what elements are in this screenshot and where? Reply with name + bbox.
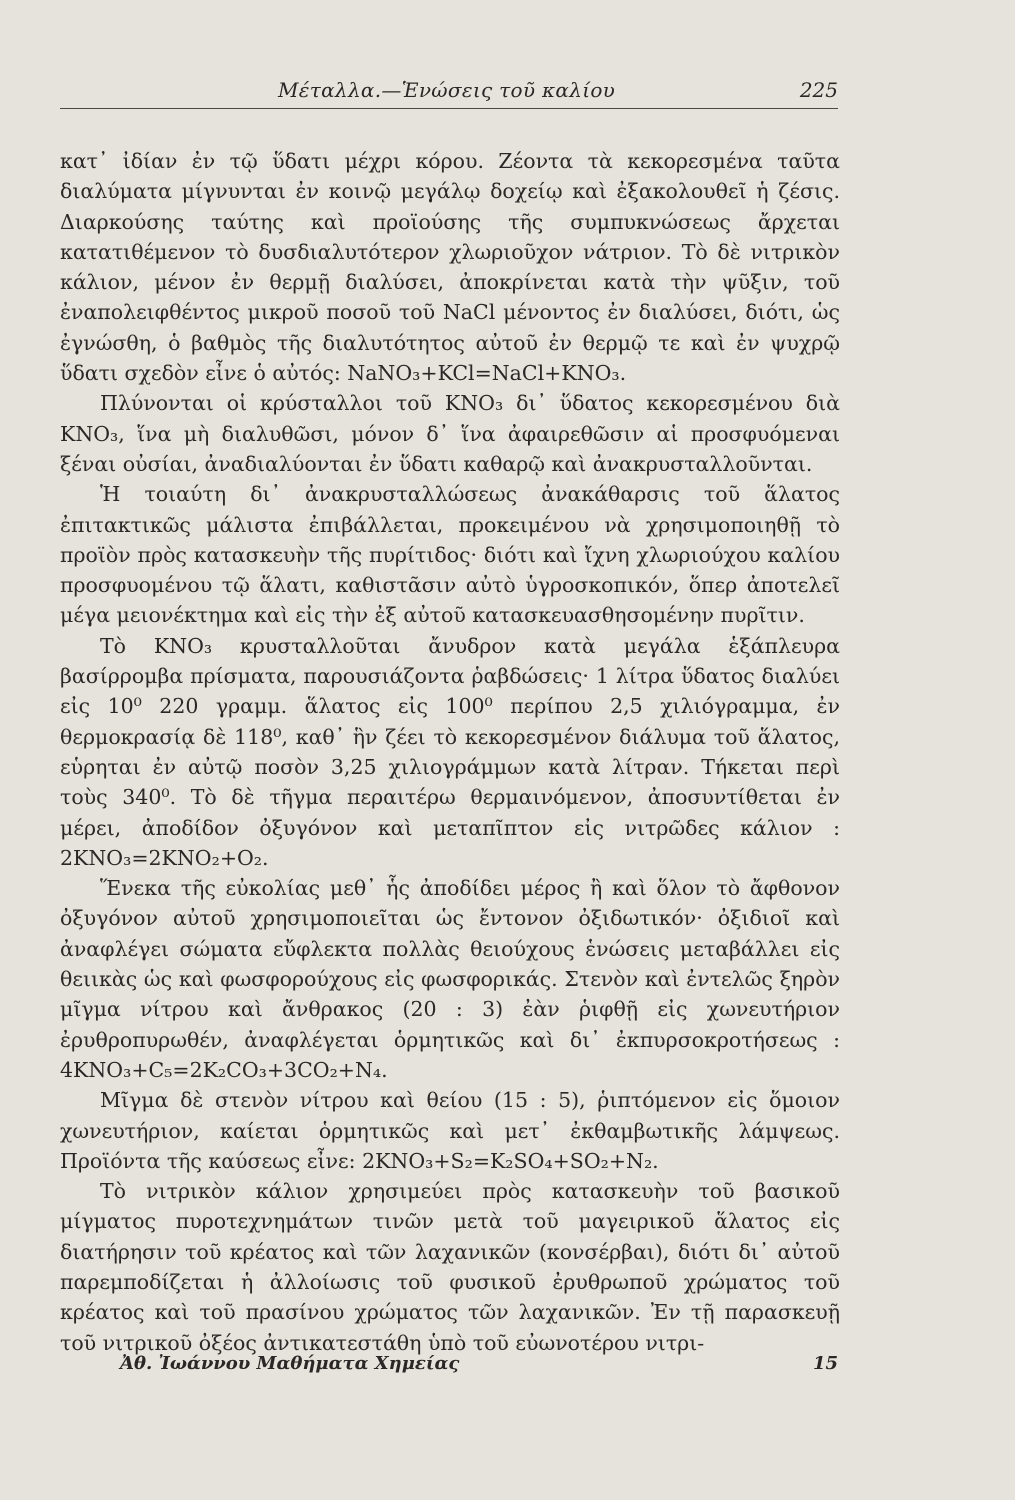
footer-title: Ἀθ. Ἰωάννου Μαθήματα Χημείας [120,1353,460,1374]
paragraph [60,873,840,1085]
paragraph [60,388,840,479]
chemical-formula: NaNO₃+KCl=NaCl+KNO₃. [347,361,627,386]
paragraph-text: κατ᾽ ἰδίαν ἐν τῷ ὕδατι μέχρι κόρου. Ζέοντα τὰ κεκορεσμένα ταῦτα διαλύματα μίγνυνται ἐν κοινῷ μεγάλῳ δοχείῳ καὶ ἐξακολουθεῖ ἡ ζέσις. Διαρκούσης ταύτης καὶ προϊούσης τῆς συμπυκνώσεως ἄρχεται κατατιθέμενον τὸ δυσδιαλυτότερον χλωριοῦχον νάτριον. Τὸ δὲ νιτρικὸν κάλιον, μένον ἐν θερμῇ διαλύσει, ἀποκρίνεται κατὰ τὴν ψῦξιν, τοῦ ἐναπολειφθέντος μικροῦ ποσοῦ τοῦ NaCl μένοντος ἐν διαλύσει, διότι, ὡς ἐγνώσθη, ὁ βαθμὸς τῆς διαλυτότητος αὐτοῦ ἐν θερμῷ τε καὶ ἐν ψυχρῷ ὕδατι σχεδὸν εἶνε ὁ αὐτός: [60,149,840,386]
paragraph-text: Ἡ τοιαύτη δι᾽ ἀνακρυσταλλώσεως ἀνακάθαρσις τοῦ ἅλατος ἐπιτακτικῶς μάλιστα ἐπιβάλλεται, προκειμένου νὰ χρησιμοποιηθῇ τὸ προϊὸν πρὸς κατασκευὴν τῆς πυρίτιδος· διότι καὶ ἴχνη χλωριούχου καλίου προσφυομένου τῷ ἅλατι, καθιστᾶσιν αὐτὸ ὑγροσκοπικόν, ὅπερ ἀποτελεῖ μέγα μειονέκτημα καὶ εἰς τὴν ἐξ αὐτοῦ κατασκευασθησομένην πυρῖτιν. [60,482,840,628]
paragraph [60,479,840,630]
paragraph [60,1085,840,1176]
page-number: 225 [799,78,838,102]
printer-signature: 15 [812,1353,838,1374]
chemical-formula: 2KNO₃=2KNO₂+O₂. [60,845,269,870]
paragraph-text: Μῖγμα δὲ στενὸν νίτρου καὶ θείου (15 : 5), ῥιπτόμενον εἰς ὅμοιον χωνευτήριον, καίεται ὁρμητικῶς καὶ μετ᾽ ἐκθαμβωτικῆς λάμψεως. Προϊόντα τῆς καύσεως εἶνε: [60,1088,840,1173]
running-title: Μέταλλα.—Ἑνώσεις τοῦ καλίου [278,78,616,102]
paragraph-text: Τὸ KNO₃ κρυσταλλοῦται ἄνυδρον κατὰ μεγάλα ἑξάπλευρα βασίρρομβα πρίσματα, παρουσιάζοντα ῥαβδώσεις· 1 λίτρα ὕδατος διαλύει εἰς 10⁰ 220 γραμμ. ἅλατος εἰς 100⁰ περίπου 2,5 χιλιόγραμμα, ἐν θερμοκρασίᾳ δὲ 118⁰, καθ᾽ ἣν ζέει τὸ κεκορεσμένον διάλυμα τοῦ ἅλατος, εὑρηται ἐν αὐτῷ ποσὸν 3,25 χιλιογράμμων κατὰ λίτραν. Τήκεται περὶ τοὺς 340⁰. Τὸ δὲ τῆγμα περαιτέρω θερμαινόμενον, ἀποσυντίθεται ἐν μέρει, ἀποδίδον ὀξυγόνον καὶ μεταπῖπτον εἰς νιτρῶδες κάλιον : [60,633,840,840]
chemical-formula: 2KNO₃+S₂=K₂SO₄+SO₂+N₂. [362,1148,659,1173]
chemical-formula: 4KNO₃+C₅=2K₂CO₃+3CO₂+N₄. [60,1057,388,1082]
paragraph [60,146,840,388]
body-text [60,146,840,1358]
paragraph-text: Πλύνονται οἱ κρύσταλλοι τοῦ KNO₃ δι᾽ ὕδατος κεκορεσμένου διὰ KNO₃, ἵνα μὴ διαλυθῶσι, μόνον δ᾽ ἵνα ἀφαιρεθῶσιν αἱ προσφυόμεναι ξέναι οὐσίαι, ἀναδιαλύονται ἐν ὕδατι καθαρῷ καὶ ἀνακρυσταλλοῦνται. [60,391,840,476]
page-header [60,74,838,109]
paragraph-text: Τὸ νιτρικὸν κάλιον χρησιμεύει πρὸς κατασκευὴν τοῦ βασικοῦ μίγματος πυροτεχνημάτων τινῶν μετὰ τοῦ μαγειρικοῦ ἅλατος εἰς διατήρησιν τοῦ κρέατος καὶ τῶν λαχανικῶν (κονσέρβαι), διότι δι᾽ αὐτοῦ παρεμποδίζεται ἡ ἀλλοίωσις τοῦ φυσικοῦ ἐρυθρωποῦ χρώματος τοῦ κρέατος καὶ τοῦ πρασίνου χρώματος τῶν λαχανικῶν. Ἐν τῇ παρασκευῇ τοῦ νιτρικοῦ ὀξέος ἀντικατεστάθη ὑπὸ τοῦ εὐωνοτέρου νιτρι- [60,1179,840,1355]
page-footer [60,1353,838,1383]
paragraph [60,631,840,873]
paragraph-text: Ἕνεκα τῆς εὐκολίας μεθ᾽ ἧς ἀποδίδει μέρος ἢ καὶ ὅλον τὸ ἄφθονον ὀξυγόνον αὐτοῦ χρησιμοποιεῖται ὡς ἔντονον ὀξιδωτικόν· ὀξιδιοῖ καὶ ἀναφλέγει σώματα εὔφλεκτα πολλὰς θειούχους ἑνώσεις μεταβάλλει εἰς θειικὰς ὡς καὶ φωσφορούχους εἰς φωσφορικάς. Στενὸν καὶ ἐντελῶς ξηρὸν μῖγμα νίτρου καὶ ἄνθρακος (20 : 3) ἐὰν ῥιφθῇ εἰς χωνευτήριον ἐρυθροπυρωθέν, ἀναφλέγεται ὁρμητικῶς καὶ δι᾽ ἐκπυρσοκροτήσεως : [60,876,840,1052]
paragraph [60,1176,840,1358]
